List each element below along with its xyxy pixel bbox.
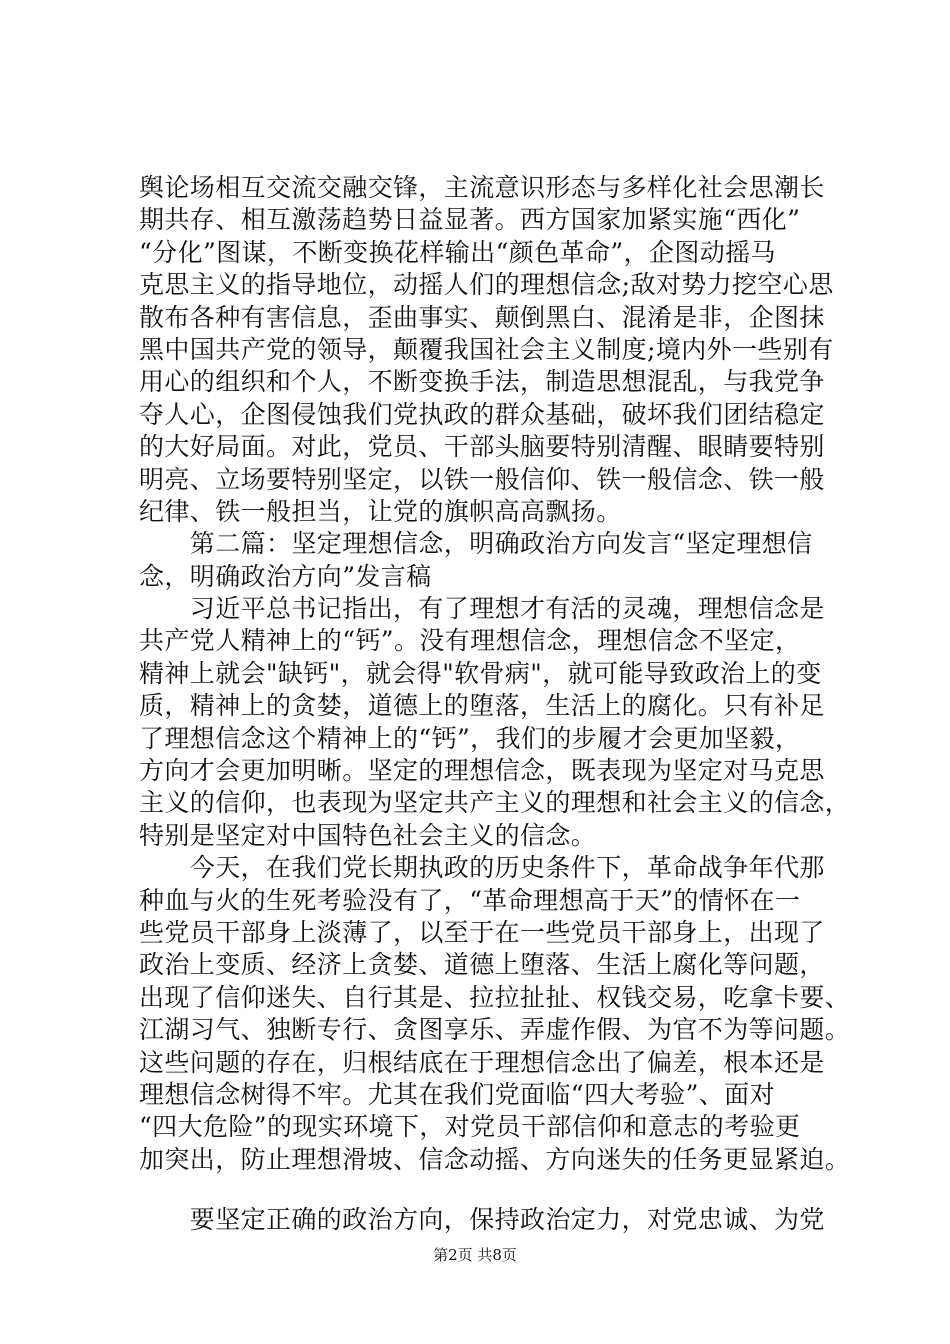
document-body xyxy=(139,172,851,1237)
text-line: 江湖习气、独断专行、贪图享乐、弄虚作假、为官不为等问题。 xyxy=(139,1015,851,1045)
text-line: 期共存、相互激荡趋势日益显著。西方国家加紧实施“西化” xyxy=(139,205,801,235)
text-line: 纪律、铁一般担当，让党的旗帜高高飘扬。 xyxy=(139,496,622,526)
text-line: 了理想信念这个精神上的“钙”，我们的步履才会更加坚毅， xyxy=(139,723,801,753)
text-line: “四大危险”的现实环境下，对党员干部信仰和意志的考验更 xyxy=(139,1112,801,1142)
text-line: 些党员干部身上淡薄了，以至于在一些党员干部身上，出现了 xyxy=(139,917,825,947)
text-block-continued xyxy=(139,1204,839,1236)
text-line: 念，明确政治方向”发言稿 xyxy=(139,561,432,591)
text-line: 明亮、立场要特别坚定，以铁一般信仰、铁一般信念、铁一般 xyxy=(139,464,825,494)
text-line: “分化”图谋，不断变换花样输出“颜色革命”，企图动摇马 xyxy=(139,237,776,267)
text-line: 方向才会更加明晰。坚定的理想信念，既表现为坚定对马克思 xyxy=(139,756,825,786)
page-footer: 第2页 共8页 xyxy=(433,1246,517,1264)
text-line: 今天，在我们党长期执政的历史条件下，革命战争年代那 xyxy=(139,853,825,883)
text-line: 要坚定正确的政治方向，保持政治定力，对党忠诚、为党 xyxy=(139,1205,825,1235)
text-line: 主义的信仰，也表现为坚定共产主义的理想和社会主义的信念， xyxy=(139,788,851,818)
text-line: 用心的组织和个人，不断变换手法，制造思想混乱，与我党争 xyxy=(139,367,825,397)
text-line: 夺人心，企图侵蚀我们党执政的群众基础，破坏我们团结稳定 xyxy=(139,399,825,429)
text-line: 加突出，防止理想滑坡、信念动摇、方向迷失的任务更显紧迫。 xyxy=(139,1144,851,1174)
text-line: 习近平总书记指出，有了理想才有活的灵魂，理想信念是 xyxy=(139,594,825,624)
text-line: 精神上就会"缺钙"，就会得"软骨病"，就可能导致政治上的变 xyxy=(139,658,822,688)
text-line: 舆论场相互交流交融交锋，主流意识形态与多样化社会思潮长 xyxy=(139,173,825,202)
paragraph-gap xyxy=(139,1176,839,1204)
text-line: 出现了信仰迷失、自行其是、拉拉扯扯、权钱交易，吃拿卡要、 xyxy=(139,982,851,1012)
text-line: 散布各种有害信息，歪曲事实、颠倒黑白、混淆是非，企图抹 xyxy=(139,302,825,332)
text-block-main xyxy=(139,172,851,1176)
text-line: 第二篇：坚定理想信念，明确政治方向发言“坚定理想信 xyxy=(139,529,813,559)
text-line: 理想信念树得不牢。尤其在我们党面临“四大考验”、面对 xyxy=(139,1079,775,1109)
text-line: 共产党人精神上的“钙”。没有理想信念，理想信念不坚定， xyxy=(139,626,801,656)
text-line: 克思主义的指导地位，动摇人们的理想信念;敌对势力挖空心思 xyxy=(139,270,834,300)
text-line: 政治上变质、经济上贪婪、道德上堕落、生活上腐化等问题， xyxy=(139,950,825,980)
text-line: 种血与火的生死考验没有了，“革命理想高于天”的情怀在一 xyxy=(139,885,801,915)
text-line: 这些问题的存在，归根结底在于理想信念出了偏差，根本还是 xyxy=(139,1047,825,1077)
text-line: 质，精神上的贪婪，道德上的堕落，生活上的腐化。只有补足 xyxy=(139,691,825,721)
text-line: 特别是坚定对中国特色社会主义的信念。 xyxy=(139,820,597,850)
text-line: 黑中国共产党的领导，颠覆我国社会主义制度;境内外一些别有 xyxy=(139,334,834,364)
text-line: 的大好局面。对此，党员、干部头脑要特别清醒、眼睛要特别 xyxy=(139,432,825,462)
